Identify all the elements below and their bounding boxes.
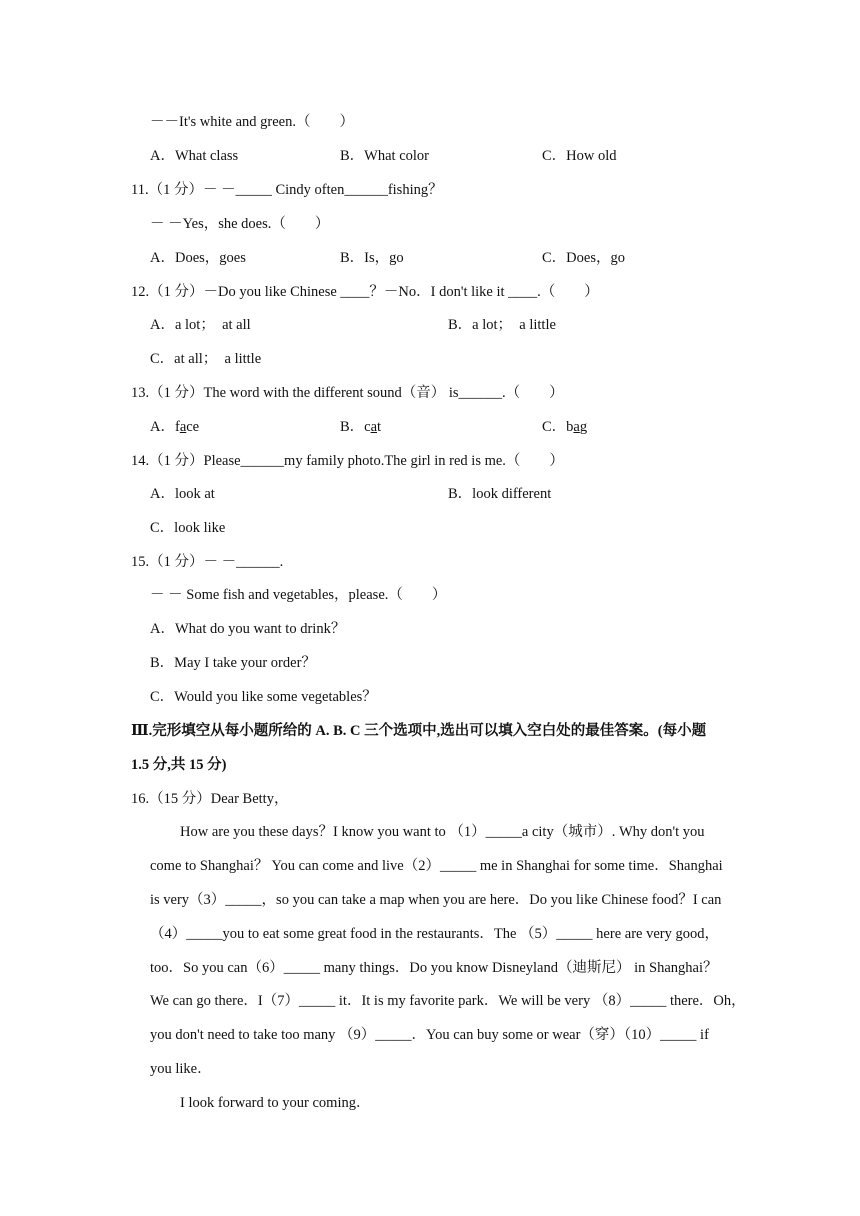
q10-option-a: A．What class — [150, 148, 239, 164]
q10-option-b: B．What color — [340, 148, 429, 164]
q12-stem: 12.（1 分）－Do you like Chinese ____？－No．I don't like it ____.（ ） — [131, 284, 599, 300]
section-3-heading: Ⅲ.完形填空从每小题所给的 A. B. C 三个选项中,选出可以填入空白处的最佳答案。(每小题 — [131, 723, 707, 739]
cloze-line-2: come to Shanghai？ You can come and live（2）_____ me in Shanghai for some time．Shanghai — [150, 858, 723, 874]
q15-stem: 15.（1 分）－ －______. — [131, 554, 284, 570]
cloze-line-6: We can go there．I（7）_____ it．It is my favorite park．We will be very （8）_____ there．Oh， — [150, 993, 746, 1009]
q12-option-c: C．at all； a little — [150, 351, 262, 367]
q10-option-c: C．How old — [542, 148, 617, 164]
q15-option-c: C．Would you like some vegetables？ — [150, 689, 377, 705]
q15-option-a: A．What do you want to drink？ — [150, 621, 346, 637]
cloze-line-1: How are you these days？I know you want to （1）_____a city（城市）. Why don't you — [180, 824, 705, 840]
q15-answer-line: － － Some fish and vegetables，please.（ ） — [150, 587, 447, 603]
cloze-closing: I look forward to your coming． — [180, 1095, 371, 1111]
q14-option-a: A．look at — [150, 486, 215, 502]
cloze-line-3: is very（3）_____，so you can take a map when you are here．Do you like Chinese food？I can — [150, 892, 722, 908]
cloze-line-8: you like． — [150, 1061, 212, 1077]
q16-stem: 16.（15 分）Dear Betty， — [131, 791, 289, 807]
q11-stem: 11.（1 分）－ －_____ Cindy often______fishing？ — [131, 182, 443, 198]
cloze-line-5: too．So you can（6）_____ many things．Do you know Disneyland（迪斯尼） in Shanghai？ — [150, 960, 718, 976]
cloze-line-4: （4）_____you to eat some great food in the restaurants．The （5）_____ here are very good， — [150, 926, 719, 942]
q11-option-c: C．Does，go — [542, 250, 625, 266]
q10-answer-line: －－It's white and green.（ ） — [150, 114, 354, 130]
cloze-line-7: you don't need to take too many （9）_____．You can buy some or wear（穿）（10）_____ if — [150, 1027, 709, 1043]
q14-option-c: C．look like — [150, 520, 226, 536]
q13-option-a: A．face — [150, 419, 200, 435]
section-3-heading-cont: 1.5 分,共 15 分) — [131, 757, 227, 773]
q11-answer-line: － －Yes，she does.（ ） — [150, 216, 330, 232]
q13-option-b: B．cat — [340, 419, 382, 435]
q14-option-b: B．look different — [448, 486, 552, 502]
q11-option-b: B．Is，go — [340, 250, 404, 266]
q11-option-a: A．Does，goes — [150, 250, 246, 266]
q12-option-b: B．a lot； a little — [448, 317, 556, 333]
q15-option-b: B．May I take your order？ — [150, 655, 316, 671]
q12-option-a: A．a lot； at all — [150, 317, 251, 333]
q13-stem: 13.（1 分）The word with the different sound（音） is______.（ ） — [131, 385, 564, 401]
q13-option-c: C．bag — [542, 419, 588, 435]
q14-stem: 14.（1 分）Please______my family photo.The girl in red is me.（ ） — [131, 453, 564, 469]
